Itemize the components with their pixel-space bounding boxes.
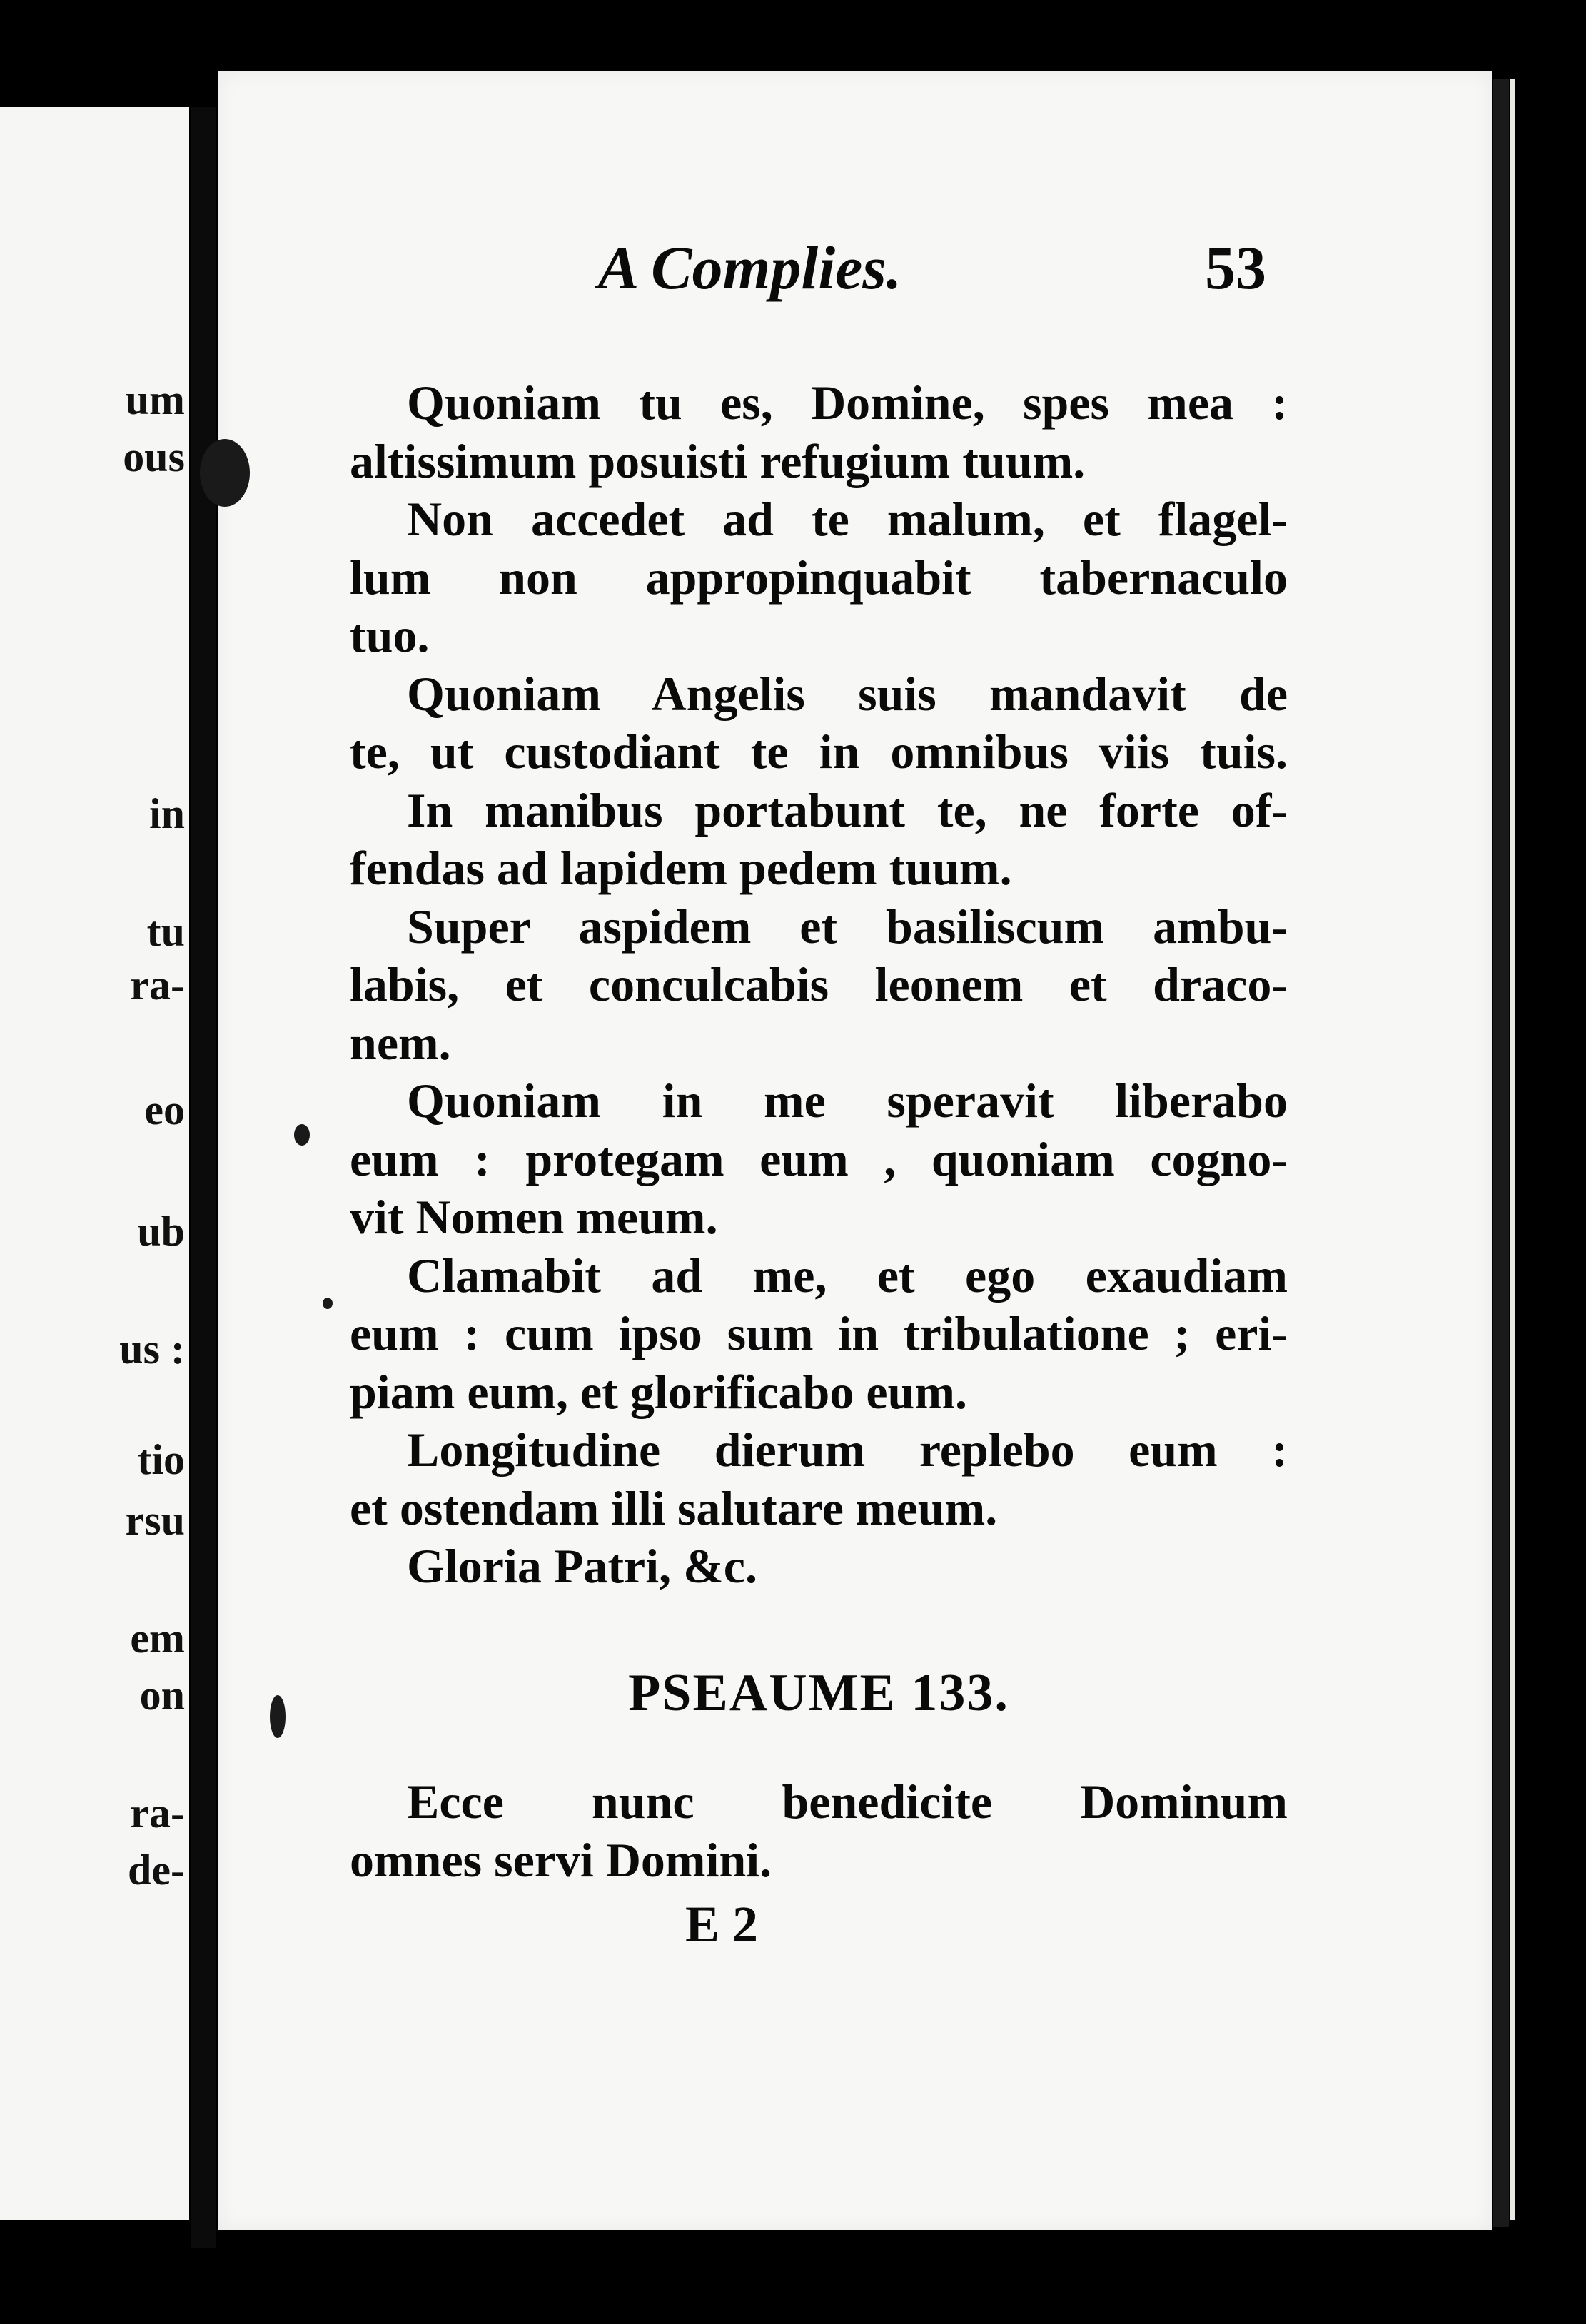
body-text-line: Clamabit ad me, et ego exaudiam xyxy=(407,1248,1288,1303)
body-text-line: Quoniam in me speravit liberabo xyxy=(407,1073,1288,1128)
body-text-line: eum : cum ipso sum in tribulatione ; eri- xyxy=(350,1306,1288,1360)
previous-page-text-fragment: rsu xyxy=(125,1497,185,1544)
previous-page-strip xyxy=(0,107,189,2220)
psalm-text-line: omnes servi Domini. xyxy=(350,1833,772,1887)
body-text-line: Non accedet ad te malum, et flagel- xyxy=(407,492,1288,546)
previous-page-text-fragment: us : xyxy=(119,1325,185,1373)
running-title: A Complies. xyxy=(598,233,902,302)
ink-smudge xyxy=(200,439,250,507)
body-text-line: Super aspidem et basiliscum ambu- xyxy=(407,899,1288,954)
ink-smudge xyxy=(294,1124,310,1146)
page-edge-shadow xyxy=(1493,79,1509,2227)
psalm-heading: PSEAUME 133. xyxy=(628,1664,1009,1722)
previous-page-text-fragment: on xyxy=(139,1672,185,1719)
previous-page-text-fragment: ous xyxy=(123,433,185,480)
previous-page-text-fragment: de- xyxy=(128,1846,185,1894)
previous-page-text-fragment: um xyxy=(125,376,185,423)
ink-smudge xyxy=(323,1298,333,1309)
body-text-line: Gloria Patri, &c. xyxy=(407,1539,757,1593)
body-text-line: vit Nomen meum. xyxy=(350,1190,718,1244)
printer-signature: E 2 xyxy=(685,1896,759,1953)
body-text-line: In manibus portabunt te, ne forte of- xyxy=(407,783,1288,837)
previous-page-text-fragment: eo xyxy=(144,1086,185,1133)
previous-page-text-fragment: ra- xyxy=(130,1789,185,1837)
body-text-line: fendas ad lapidem pedem tuum. xyxy=(350,841,1012,895)
previous-page-text-fragment: ra- xyxy=(130,961,185,1009)
page-edge xyxy=(1510,79,1515,2220)
psalm-text-line: Ecce nunc benedicite Dominum xyxy=(407,1774,1288,1829)
body-text-line: te, ut custodiant te in omnibus viis tuis. xyxy=(350,724,1288,779)
body-text-line: et ostendam illi salutare meum. xyxy=(350,1481,998,1535)
previous-page-text-fragment: in xyxy=(148,790,185,837)
body-text-line: eum : protegam eum , quoniam cogno- xyxy=(350,1132,1288,1186)
body-text-line: piam eum, et glorificabo eum. xyxy=(350,1365,967,1419)
body-text-line: Quoniam Angelis suis mandavit de xyxy=(407,667,1288,721)
body-text-line: tuo. xyxy=(350,608,430,662)
previous-page-text-fragment: ub xyxy=(137,1208,185,1255)
previous-page-text-fragment: tu xyxy=(146,908,185,955)
page-number: 53 xyxy=(1205,233,1266,302)
previous-page-text-fragment: em xyxy=(130,1615,185,1662)
body-text-line: Quoniam tu es, Domine, spes mea : xyxy=(407,375,1288,430)
body-text-line: Longitudine dierum replebo eum : xyxy=(407,1423,1288,1477)
body-text-line: altissimum posuisti refugium tuum. xyxy=(350,434,1086,488)
book-gutter xyxy=(191,107,216,2248)
ink-smudge xyxy=(270,1695,286,1738)
body-text-line: nem. xyxy=(350,1016,451,1070)
body-text-line: lum non appropinquabit tabernaculo xyxy=(350,550,1288,605)
previous-page-text-fragment: tio xyxy=(137,1436,185,1483)
body-text-line: labis, et conculcabis leonem et draco- xyxy=(350,957,1288,1011)
